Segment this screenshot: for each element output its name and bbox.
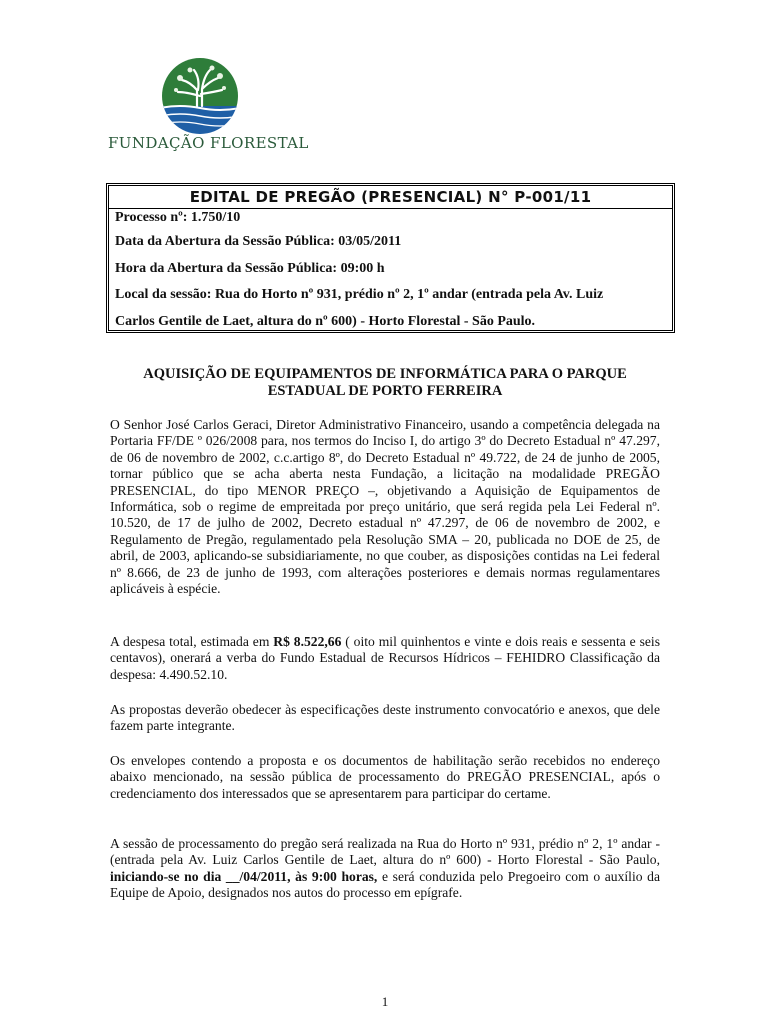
tree-logo-icon	[160, 56, 240, 136]
fundacao-florestal-logo	[108, 52, 309, 162]
sessao-text-c: e será conduzida pelo Pregoeiro com o auxílio da Equipe de Apoio, designados nos autos do processo em epígrafe.	[110, 868, 661, 901]
despesa-text-a: A despesa total, estimada em	[110, 634, 274, 649]
sessao-date-time: iniciando-se no dia __/04/2011, às 9:00 horas,	[110, 868, 378, 884]
edital-header-box	[106, 183, 675, 333]
despesa-value: R$ 8.522,66	[273, 634, 342, 649]
paragraph-envelopes: Os envelopes contendo a proposta e os documentos de habilitação serão recebidos no endereço abaixo mencionado, na sessão pública de processamento do PREGÃO PRESENCIAL, após o credenciamento dos interessados que se apresentarem para participar do certame.	[110, 753, 660, 801]
processo-number: Processo nº: 1.750/10	[115, 210, 241, 225]
hora-abertura: Hora da Abertura da Sessão Pública: 09:00 h	[115, 260, 385, 276]
paragraph-propostas: As propostas deverão obedecer às especificações deste instrumento convocatório e anexos, que dele fazem parte integrante.	[110, 702, 660, 734]
data-abertura: Data da Abertura da Sessão Pública: 03/05/2011	[115, 234, 402, 249]
local-sessao-line-2: Carlos Gentile de Laet, altura do nº 600) - Horto Florestal - São Paulo.	[115, 313, 536, 329]
local-sessao-line-1: Local da sessão: Rua do Horto nº 931, prédio nº 2, 1º andar (entrada pela Av. Luiz	[115, 287, 604, 302]
document-subject: AQUISIÇÃO DE EQUIPAMENTOS DE INFORMÁTICA PARA O PARQUE ESTADUAL DE PORTO FERREIRA	[143, 366, 627, 399]
edital-title: EDITAL DE PREGÃO (PRESENCIAL) N° P-001/11	[109, 186, 672, 209]
sessao-text-a: A sessão de processamento do pregão será realizada na Rua do Horto nº 931, prédio nº 2, 1º andar - (entrada pela Av. Luiz Carlos Gentile de Laet, altura do nº 600) - Horto Florestal - São Paulo,	[110, 836, 660, 868]
paragraph-despesa	[110, 634, 660, 683]
paragraph-intro: O Senhor José Carlos Geraci, Diretor Administrativo Financeiro, usando a competência delegada na Portaria FF/DE º 026/2008 para, nos termos do Inciso I, do artigo 3º do Decreto Estadual nº 47.297, de 06 de novembro de 2002, c.c.artigo 8º, do Decreto Estadual nº 49.722, de 24 de junho de 2005, tornar público que se acha aberta nesta Fundação, a licitação na modalidade PREGÃO PRESENCIAL, do tipo MENOR PREÇO –, objetivando a Aquisição de Equipamentos de Informática, sob o regime de empreitada por preço unitário, que será regida pela Lei Federal nº. 10.520, de 17 de julho de 2002, Decreto estadual nº 47.297, de 06 de novembro de 2002, e Regulamento de Pregão, regulamentado pela Resolução SMA – 20, publicada no DOE de 25, de abril, de 2003, aplicando-se subsidiariamente, no que couber, as disposições contidas na Lei federal nº 8.666, de 23 de junho de 1993, com alterações posteriores e demais normas regulamentares aplicáveis à espécie.	[110, 417, 660, 597]
page-number: 1	[381, 994, 389, 1009]
logo-wordmark: FUNDAÇÃO FLORESTAL	[108, 134, 309, 152]
despesa-text-c: ( oito mil quinhentos e vinte e dois reais e sessenta e seis centavos), onerará a verba do Fundo Estadual de Recursos Hídricos – FEHIDRO Classificação da despesa: 4.490.52.10.	[110, 634, 660, 682]
paragraph-sessao	[110, 836, 660, 902]
